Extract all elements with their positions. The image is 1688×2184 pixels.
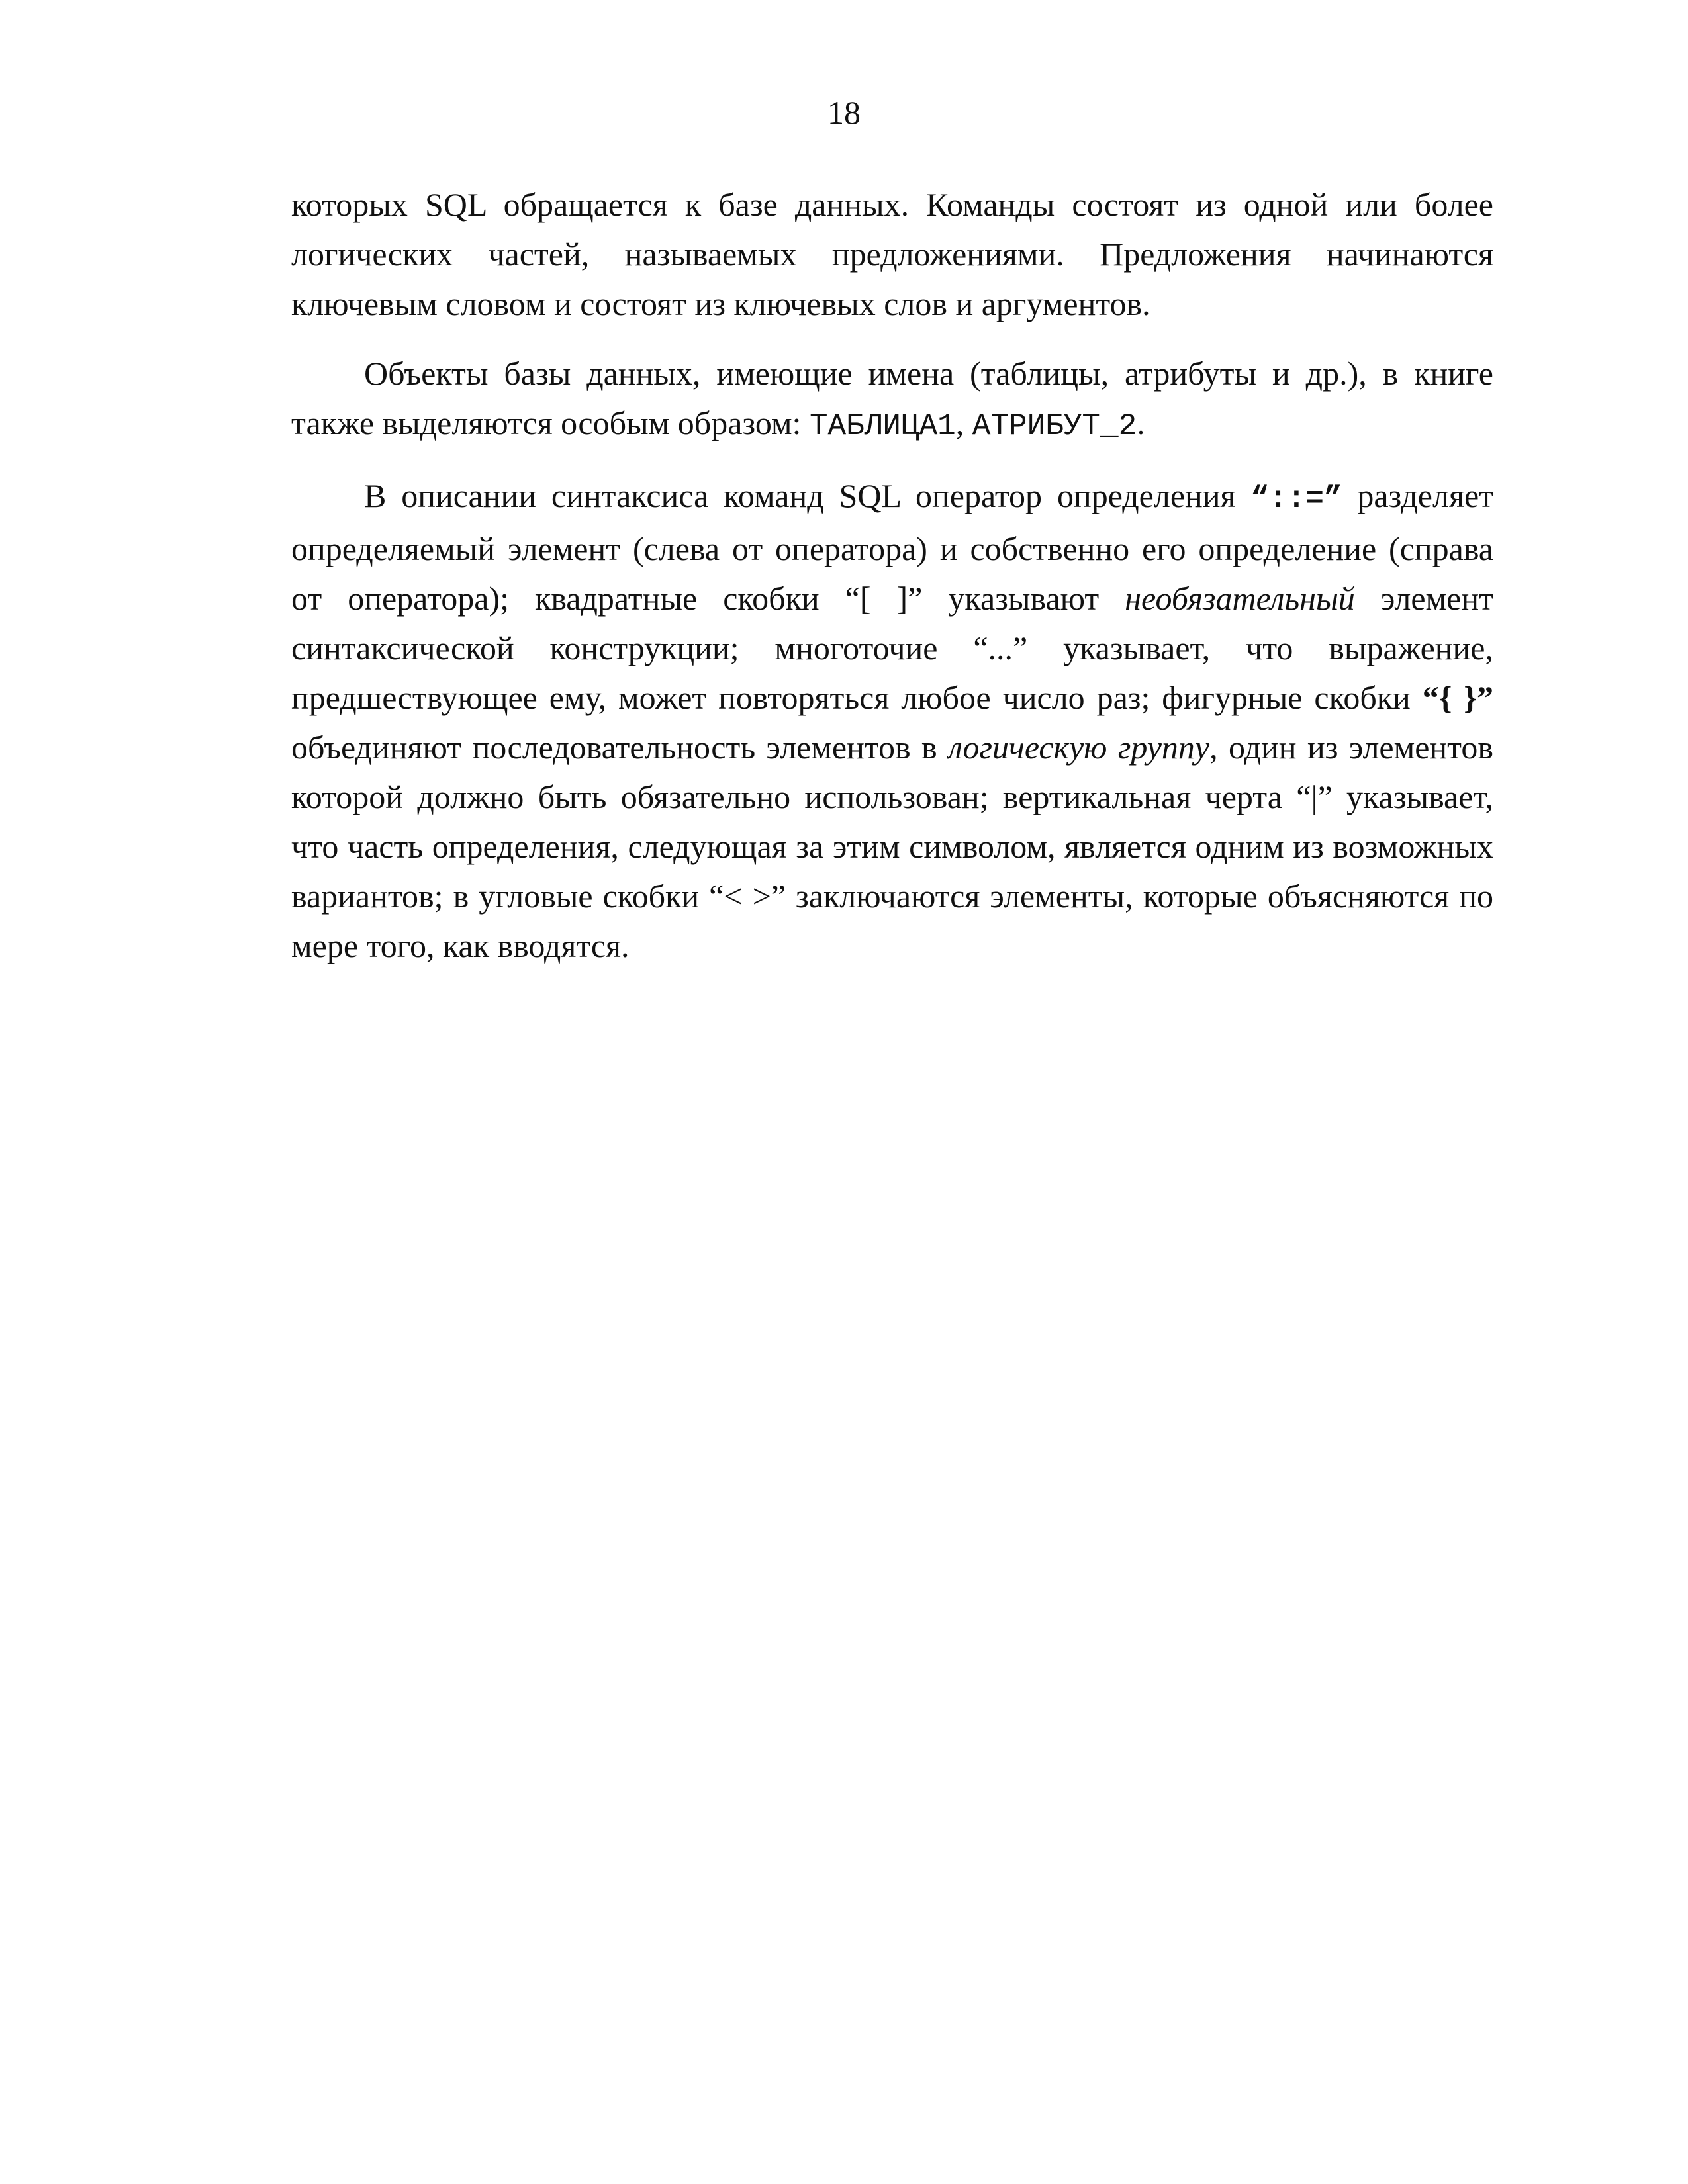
- syntax-text-4: объединяют последовательность элементов в: [291, 729, 949, 766]
- db-objects-text: Объекты базы данных, имеющие имена (таблицы, атрибуты и др.), в книге также выделяются особым образом:: [291, 355, 1493, 441]
- code-attribute-name: АТРИБУТ_2: [972, 409, 1137, 443]
- syntax-text-1: В описании синтаксиса команд SQL оператор определения: [364, 477, 1251, 514]
- body-text: [291, 180, 1493, 991]
- syntax-text-2: разделяет определяемый элемент (слева от оператора) и собственно его определение (справа от оператора); квадратные скобки “[ ]” указывают: [291, 477, 1493, 617]
- page-number: 18: [827, 94, 861, 131]
- code-separator: ,: [955, 404, 972, 441]
- code-table-name: ТАБЛИЦА1: [809, 409, 956, 443]
- syntax-text-3: элемент синтаксической конструкции; многоточие “...” указывает, что выражение, предшествующее ему, может повторяться любое число раз; фигурные скобки: [291, 580, 1493, 716]
- paragraph-syntax: [291, 471, 1493, 971]
- paragraph-db-objects: [291, 349, 1493, 451]
- emphasis-optional: необязательный: [1125, 580, 1355, 617]
- db-objects-end: .: [1137, 404, 1145, 441]
- braces-symbol: “{ }”: [1422, 679, 1493, 716]
- emphasis-logical-group: логическую группу: [948, 729, 1210, 766]
- syntax-text-5: , один из элементов которой должно быть обязательно использован; вертикальная черта “|” указывает, что часть определения, следующая за этим символом, является одним из возможных вариантов; в угловые скобки “< >” заключаются элементы, которые объясняются по мере того, как вводятся.: [291, 729, 1493, 964]
- define-operator: “::=”: [1250, 482, 1342, 516]
- paragraph-continuation: которых SQL обращается к базе данных. Команды состоят из одной или более логических частей, называемых предложениями. Предложения начинаются ключевым словом и состоят из ключевых слов и аргументов.: [291, 186, 1493, 322]
